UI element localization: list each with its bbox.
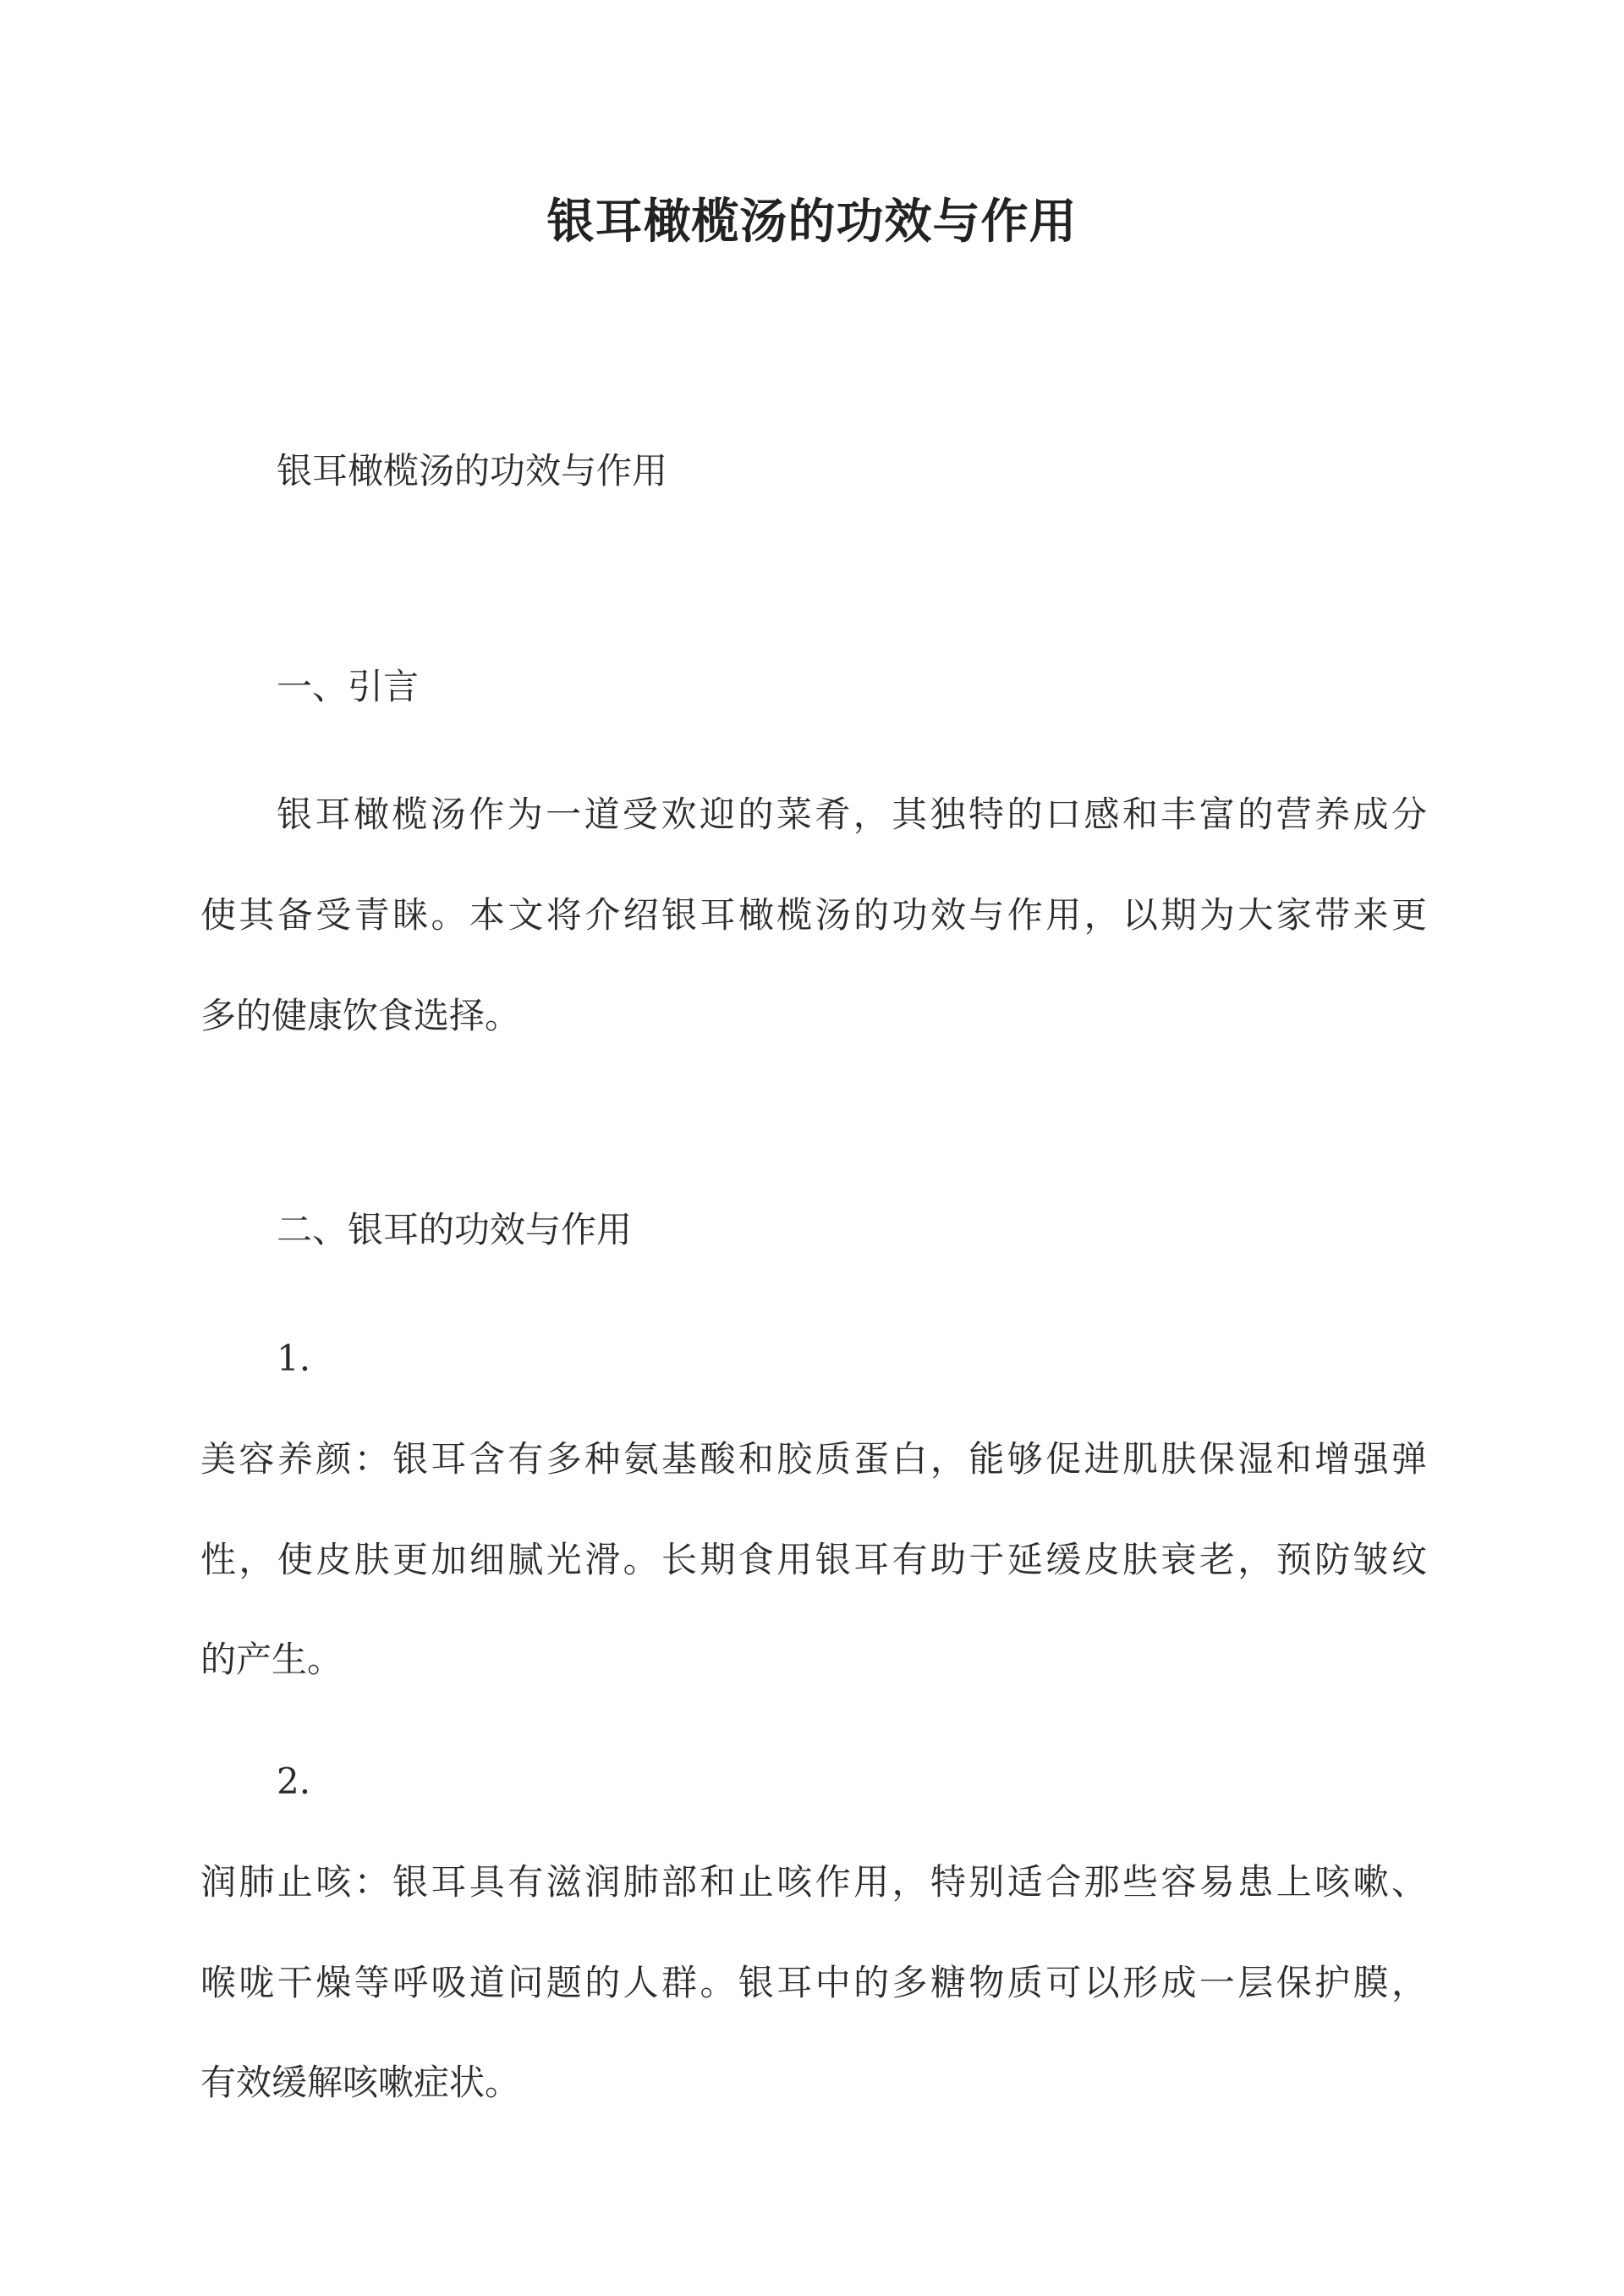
list-item-number: 2.: [277, 1760, 311, 1802]
intro-paragraph-line: 银耳橄榄汤作为一道受欢迎的菜肴，其独特的口感和丰富的营养成分: [277, 794, 1427, 835]
list-item-line: 润肺止咳：银耳具有滋润肺部和止咳作用，特别适合那些容易患上咳嗽、: [200, 1861, 1427, 1903]
document-title: 银耳橄榄汤的功效与作用: [546, 194, 1078, 250]
section-heading-tremella: 二、银耳的功效与作用: [277, 1209, 633, 1250]
list-item-line: 的产生。: [200, 1639, 343, 1680]
document-subtitle: 银耳橄榄汤的功效与作用: [277, 450, 668, 492]
list-item-line: 有效缓解咳嗽症状。: [200, 2062, 521, 2103]
list-item-line: 喉咙干燥等呼吸道问题的人群。银耳中的多糖物质可以形成一层保护膜，: [200, 1962, 1427, 2003]
section-heading-intro: 一、引言: [277, 666, 420, 707]
intro-paragraph-line: 多的健康饮食选择。: [200, 995, 521, 1036]
list-item-line: 性，使皮肤更加细腻光滑。长期食用银耳有助于延缓皮肤衰老，预防皱纹: [200, 1539, 1427, 1580]
list-item-line: 美容养颜：银耳含有多种氨基酸和胶质蛋白，能够促进肌肤保湿和增强弹: [200, 1438, 1427, 1480]
intro-paragraph-line: 使其备受青睐。本文将介绍银耳橄榄汤的功效与作用，以期为大家带来更: [200, 894, 1427, 936]
list-item-number: 1.: [277, 1338, 311, 1379]
